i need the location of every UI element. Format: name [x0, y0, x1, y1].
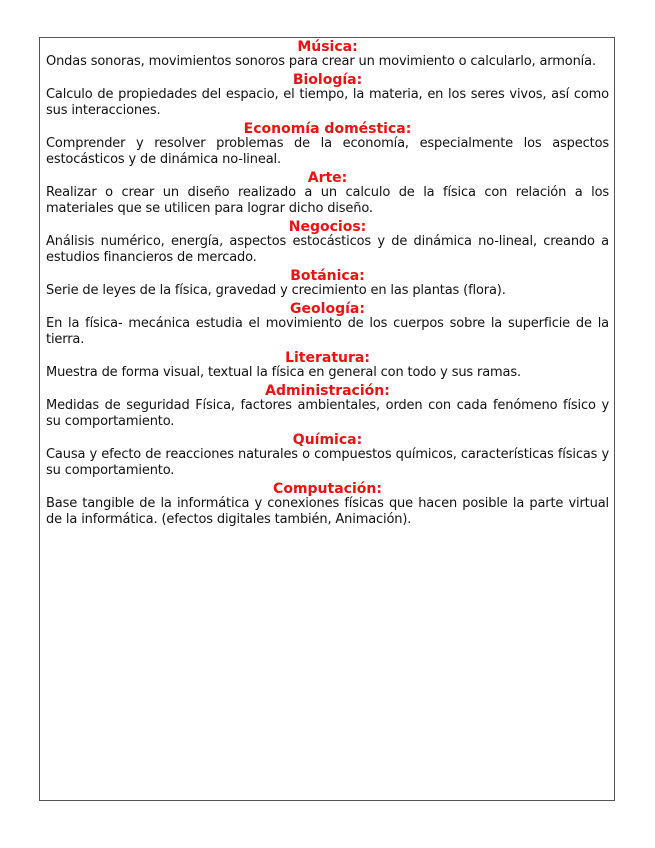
section-title: Administración:	[265, 383, 390, 399]
section-body: Medidas de seguridad Física, factores ambientales, orden con cada fenómeno físico y su comportamiento.	[46, 398, 609, 429]
section-geologia	[46, 302, 609, 348]
section-body: Base tangible de la informática y conexiones físicas que hacen posible la parte virtual de la informática. (efectos digitales también, Animación).	[46, 496, 609, 527]
section-body: Calculo de propiedades del espacio, el tiempo, la materia, en los seres vivos, así como sus interacciones.	[46, 87, 609, 118]
section-title: Computación:	[273, 481, 382, 497]
section-arte	[46, 171, 609, 217]
section-botanica	[46, 269, 609, 299]
section-body: Ondas sonoras, movimientos sonoros para crear un movimiento o calcularlo, armonía.	[46, 54, 596, 69]
section-title: Literatura:	[285, 350, 370, 366]
section-title: Química:	[292, 432, 363, 448]
section-negocios	[46, 220, 609, 266]
section-title: Biología:	[292, 72, 363, 88]
section-body: Causa y efecto de reacciones naturales o compuestos químicos, características físicas y su comportamiento.	[46, 447, 609, 478]
section-title: Geología:	[290, 301, 365, 317]
section-economia-domestica	[46, 122, 609, 168]
section-body: Muestra de forma visual, textual la física en general con todo y sus ramas.	[46, 365, 521, 380]
section-quimica	[46, 433, 609, 479]
section-administracion	[46, 384, 609, 430]
section-title: Negocios:	[288, 219, 367, 235]
section-title: Música:	[297, 39, 358, 55]
section-body: En la física- mecánica estudia el movimiento de los cuerpos sobre la superficie de la tierra.	[46, 316, 609, 347]
document-page	[39, 37, 615, 801]
section-biologia	[46, 73, 609, 119]
section-musica	[46, 40, 609, 70]
section-body: Comprender y resolver problemas de la economía, especialmente los aspectos estocásticos y de dinámica no-lineal.	[46, 136, 609, 167]
section-literatura	[46, 351, 609, 381]
section-body: Serie de leyes de la física, gravedad y crecimiento en las plantas (flora).	[46, 283, 506, 298]
section-title: Economía doméstica:	[243, 121, 412, 137]
section-body: Realizar o crear un diseño realizado a un calculo de la física con relación a los materiales que se utilicen para lograr dicho diseño.	[46, 185, 609, 216]
section-body: Análisis numérico, energía, aspectos estocásticos y de dinámica no-lineal, creando a estudios financieros de mercado.	[46, 234, 609, 265]
section-title: Botánica:	[290, 268, 365, 284]
section-title: Arte:	[307, 170, 348, 186]
section-computacion	[46, 482, 609, 528]
